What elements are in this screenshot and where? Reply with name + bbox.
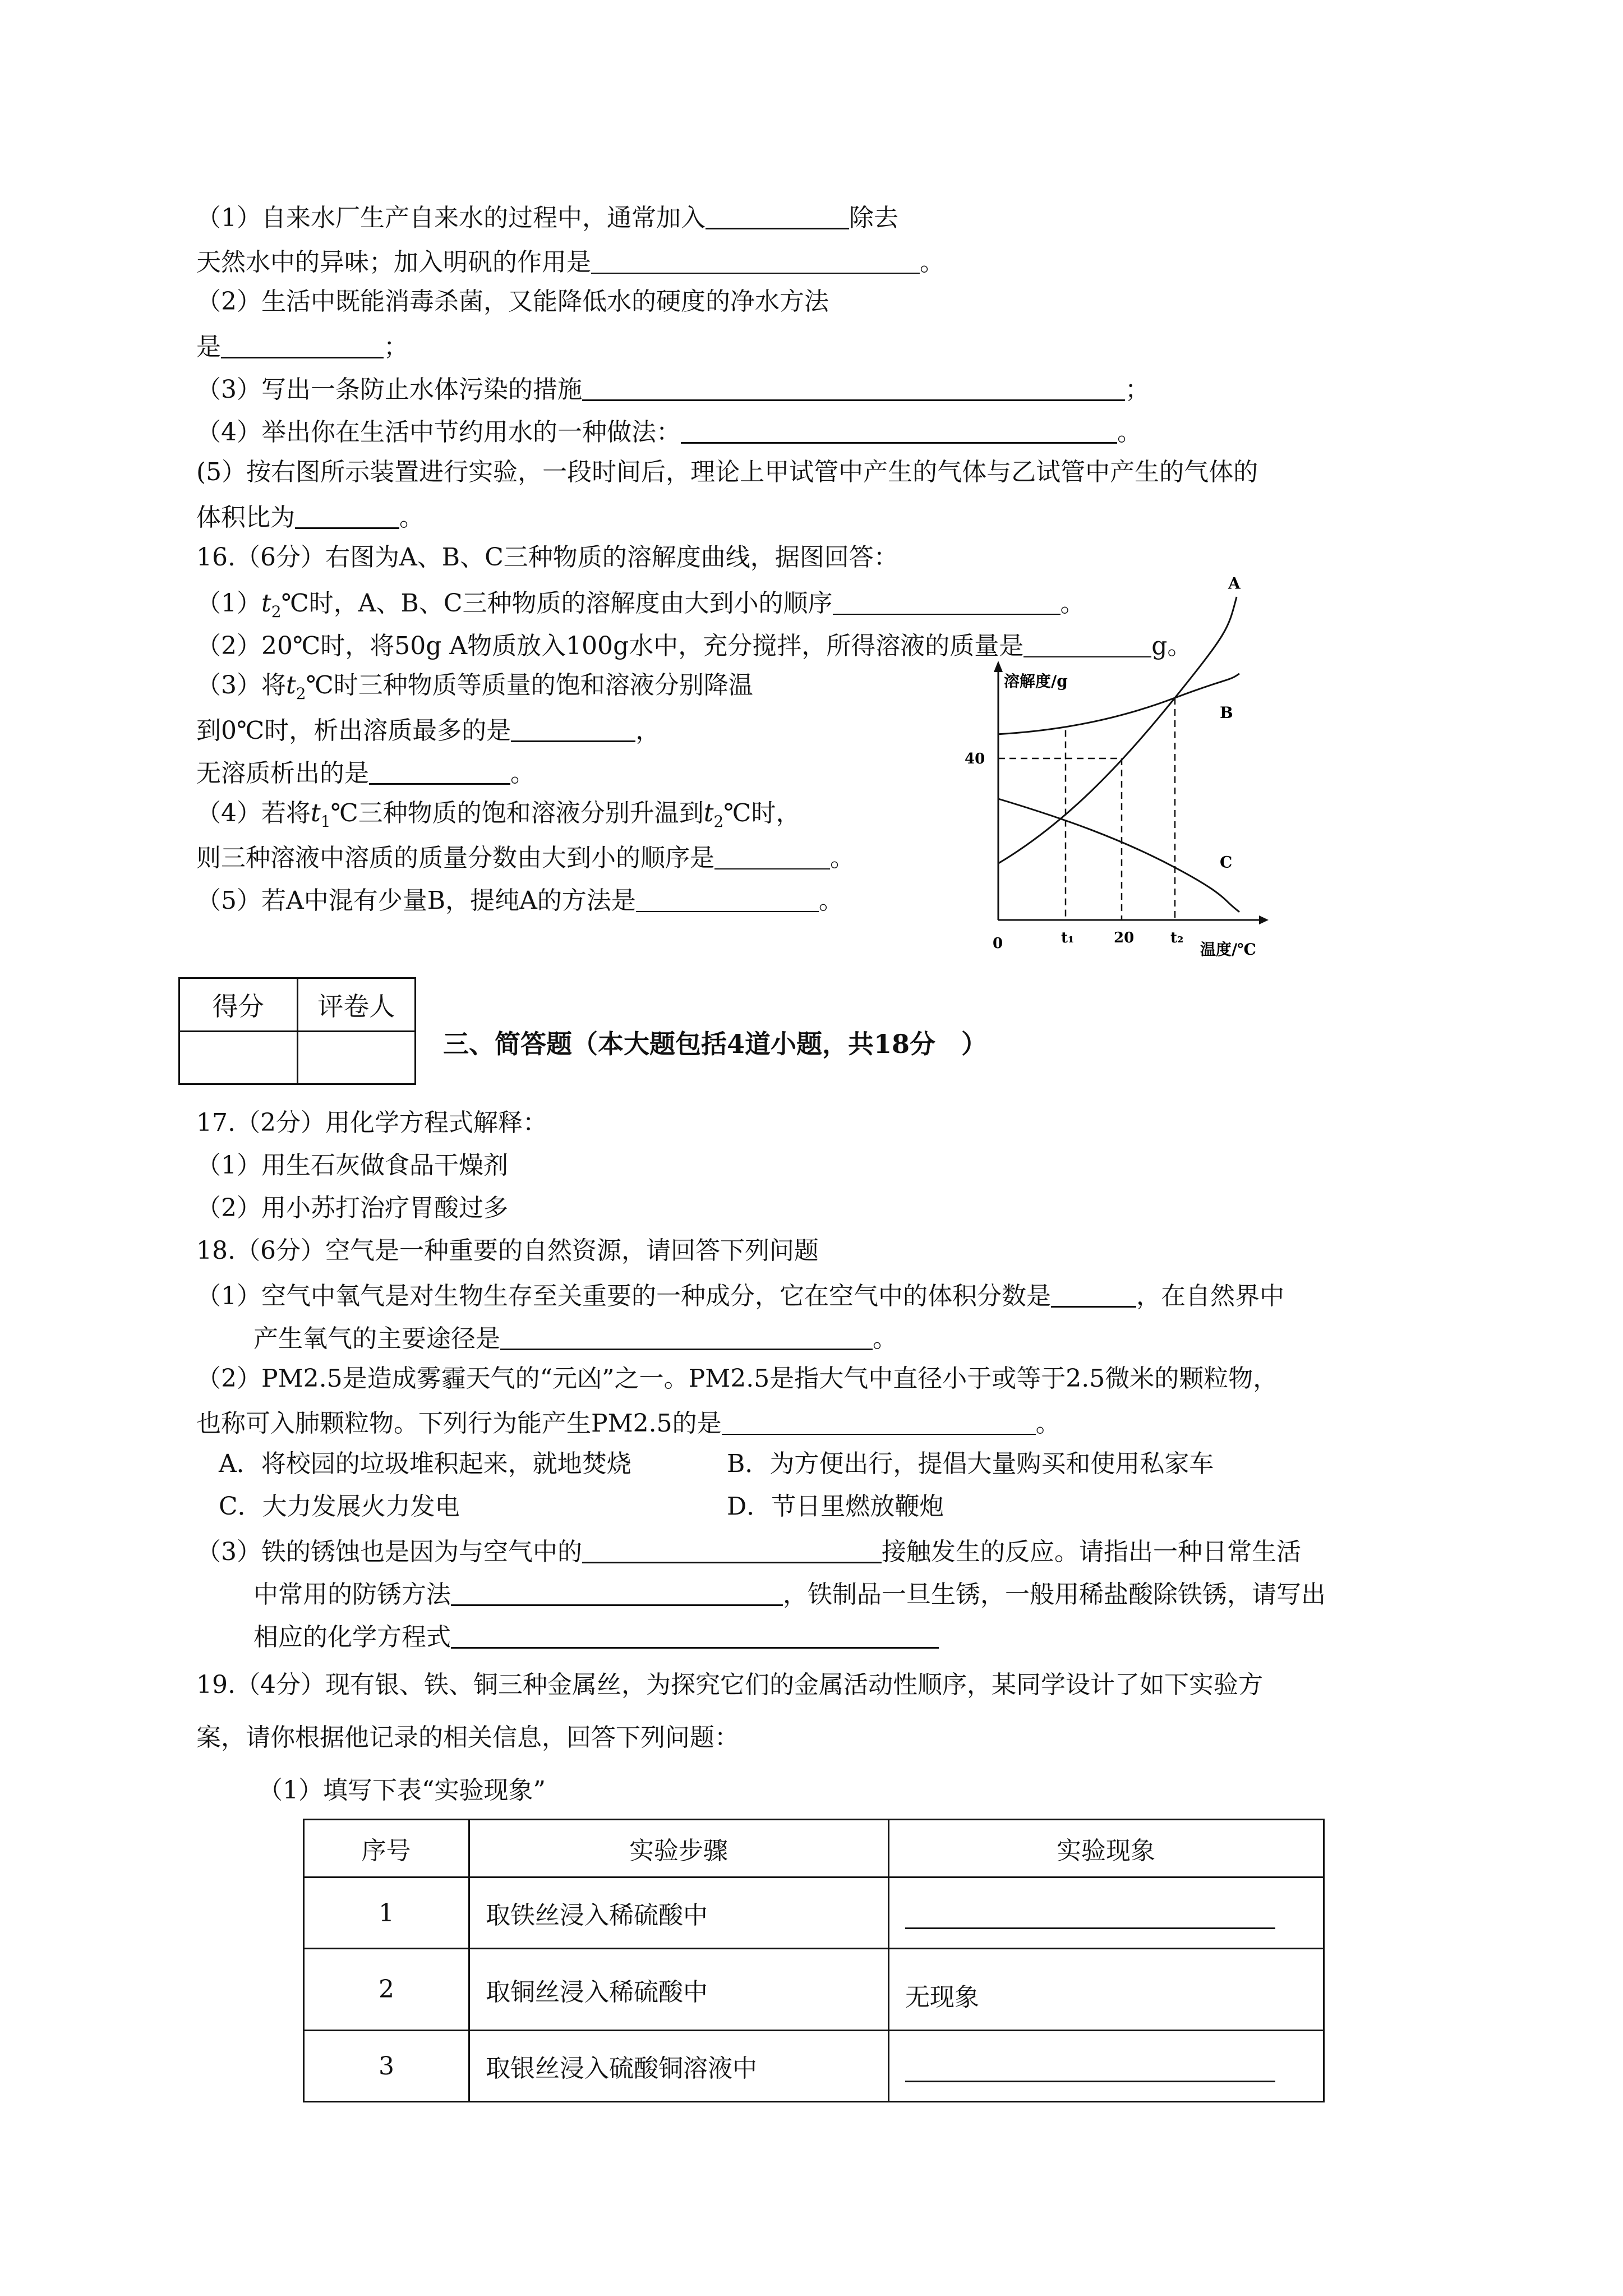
table-header-cell: 实验步骤 <box>469 1820 889 1878</box>
q18-part3-line2: 中常用的防锈方法 ，铁制品一旦生锈，一般用稀盐酸除铁锈，请写出 <box>253 1580 1326 1609</box>
table-header-row <box>304 1820 1324 1878</box>
series-b-label: B <box>1220 703 1233 722</box>
experiment-table <box>303 1819 1325 2102</box>
q15-part2-line1: （2）生活中既能消毒杀菌，又能降低水的硬度的净水方法 <box>196 287 829 316</box>
q17-stem: 17.（2分）用化学方程式解释： <box>196 1108 547 1137</box>
q18-part1-line1: （1）空气中氧气是对生物生存至关重要的一种成分，它在空气中的体积分数是 ，在自然界中 <box>196 1282 1284 1310</box>
score-field[interactable] <box>179 1031 298 1084</box>
row-step: 取铜丝浸入稀硫酸中 <box>469 1949 889 2031</box>
answer-blank[interactable] <box>636 886 819 912</box>
answer-blank[interactable] <box>722 1409 1036 1435</box>
answer-blank[interactable] <box>1023 632 1151 657</box>
answer-blank[interactable] <box>582 1537 882 1563</box>
tick-label-0: 0 <box>993 935 1003 952</box>
row-result <box>889 1878 1324 1949</box>
answer-blank[interactable] <box>1051 1281 1136 1308</box>
table-header-cell: 序号 <box>304 1820 469 1878</box>
tick-label-40: 40 <box>965 751 985 767</box>
answer-blank[interactable] <box>295 503 399 529</box>
x-axis-arrow <box>1259 915 1269 924</box>
row-result: 无现象 <box>889 1949 1324 2031</box>
grader-label: 评卷人 <box>297 978 416 1032</box>
q16-part3-line3: 无溶质析出的是 。 <box>196 759 535 788</box>
tick-label-20: 20 <box>1114 930 1135 946</box>
row-result <box>889 2031 1324 2102</box>
q18-part1-line2: 产生氧气的主要途径是 。 <box>253 1324 897 1353</box>
q19-stem-line1: 19.（4分）现有银、铁、铜三种金属丝，为探究它们的金属活动性顺序，某同学设计了如下实验方 <box>196 1671 1263 1699</box>
answer-blank[interactable] <box>681 417 1117 444</box>
q16-part1: $(1)t_2℃$时，A、B、C三种物质的溶解度由大到小的顺序 。 <box>196 589 1085 621</box>
answer-blank[interactable] <box>833 589 1061 615</box>
row-step: 取铁丝浸入稀硫酸中 <box>469 1878 889 1949</box>
answer-blank[interactable] <box>714 844 830 869</box>
tick-label-t2: t₂ <box>1170 930 1184 946</box>
q15-part2-line2: 是 ； <box>196 333 408 361</box>
answer-blank[interactable] <box>511 716 635 742</box>
q19-stem-line2: 案，请你根据他记录的相关信息，回答下列问题： <box>196 1723 739 1752</box>
q16-part4-line1: （4）若将$t_1℃$三种物质的饱和溶液分别升温到$t_2℃$时， <box>196 799 801 831</box>
q18-option-d: D．节日里燃放鞭炮 <box>727 1492 944 1521</box>
q18-part3-line1: （3）铁的锈蚀也是因为与空气中的 接触发生的反应。请指出一种日常生活 <box>196 1538 1301 1566</box>
answer-blank[interactable] <box>582 375 1125 401</box>
q18-option-a: A．将校园的垃圾堆积起来，就地焚烧 <box>219 1450 631 1478</box>
grader-field[interactable] <box>297 1031 416 1084</box>
q16-part4-line2: 则三种溶液中溶质的质量分数由大到小的顺序是 。 <box>196 844 855 872</box>
q15-part5-line2: 体积比为 。 <box>196 503 424 532</box>
row-number: 2 <box>304 1949 469 2031</box>
q15-part1-line2: 天然水中的异味；加入明矾的作用是 。 <box>196 248 944 277</box>
q16-part3-line1: （3）将$t_2℃$时三种物质等质量的饱和溶液分别降温 <box>196 671 753 703</box>
table-row <box>304 1949 1324 2031</box>
q18-option-c: C．大力发展火力发电 <box>219 1492 460 1521</box>
answer-blank[interactable] <box>905 2050 1275 2082</box>
q18-stem: 18.（6分）空气是一种重要的自然资源，请回答下列问题 <box>196 1236 819 1265</box>
row-number: 3 <box>304 2031 469 2102</box>
q16-part3-line2: 到0℃时，析出溶质最多的是 ， <box>196 716 661 745</box>
q18-part3-line3: 相应的化学方程式 <box>253 1622 939 1650</box>
y-axis-arrow <box>994 661 1003 672</box>
answer-blank[interactable] <box>905 1897 1275 1929</box>
q17-part2: （2）用小苏打治疗胃酸过多 <box>196 1194 508 1222</box>
q16-part2: （2）20℃时，将50g A物质放入100g水中，充分搅拌，所得溶液的质量是 g。 <box>196 632 1192 660</box>
table-header-cell: 实验现象 <box>889 1820 1324 1878</box>
q18-part2-line1: （2）PM2.5是造成雾霾天气的“元凶”之一。PM2.5是指大气中直径小于或等于2.5微米的颗粒物， <box>196 1364 1278 1393</box>
answer-blank[interactable] <box>500 1324 873 1350</box>
answer-blank[interactable] <box>451 1580 783 1606</box>
table-row <box>304 2031 1324 2102</box>
series-c-curve <box>998 799 1239 912</box>
tick-label-t1: t₁ <box>1061 930 1075 946</box>
answer-blank[interactable] <box>706 203 849 229</box>
series-a-label: A <box>1228 574 1241 593</box>
q15-part4: （4）举出你在生活中节约用水的一种做法： 。 <box>196 418 1142 447</box>
section-title: 三、简答题（本大题包括4道小题，共18分 ） <box>443 1029 988 1059</box>
y-axis-label: 溶解度/g <box>1004 672 1068 691</box>
q18-part2-line2: 也称可入肺颗粒物。下列行为能产生PM2.5的是 。 <box>196 1409 1061 1438</box>
q18-option-b: B．为方便出行，提倡大量购买和使用私家车 <box>727 1450 1214 1478</box>
table-row <box>304 1878 1324 1949</box>
answer-blank[interactable] <box>451 1622 939 1649</box>
q17-part1: （1）用生石灰做食品干燥剂 <box>196 1151 508 1180</box>
q16-stem: 16.（6分）右图为A、B、C三种物质的溶解度曲线，据图回答： <box>196 543 898 572</box>
series-c-label: C <box>1220 853 1233 872</box>
q15-part5-line1: (5）按右图所示装置进行实验，一段时间后，理论上甲试管中产生的气体与乙试管中产生的气体的 <box>196 458 1258 486</box>
solubility-chart <box>948 574 1284 959</box>
answer-blank[interactable] <box>221 332 384 358</box>
x-axis-label: 温度/℃ <box>1200 940 1256 959</box>
answer-blank[interactable] <box>591 248 920 274</box>
q19-part1: （1）填写下表“实验现象” <box>258 1776 546 1805</box>
row-step: 取银丝浸入硫酸铜溶液中 <box>469 2031 889 2102</box>
q15-part1-line1: （1）自来水厂生产自来水的过程中，通常加入 除去 <box>196 204 898 232</box>
score-label: 得分 <box>179 978 298 1032</box>
q16-part5: （5）若A中混有少量B，提纯A的方法是 。 <box>196 886 843 915</box>
score-box <box>178 977 416 1085</box>
q15-part3: （3）写出一条防止水体污染的措施 ； <box>196 375 1150 404</box>
row-number: 1 <box>304 1878 469 1949</box>
answer-blank[interactable] <box>369 758 510 785</box>
